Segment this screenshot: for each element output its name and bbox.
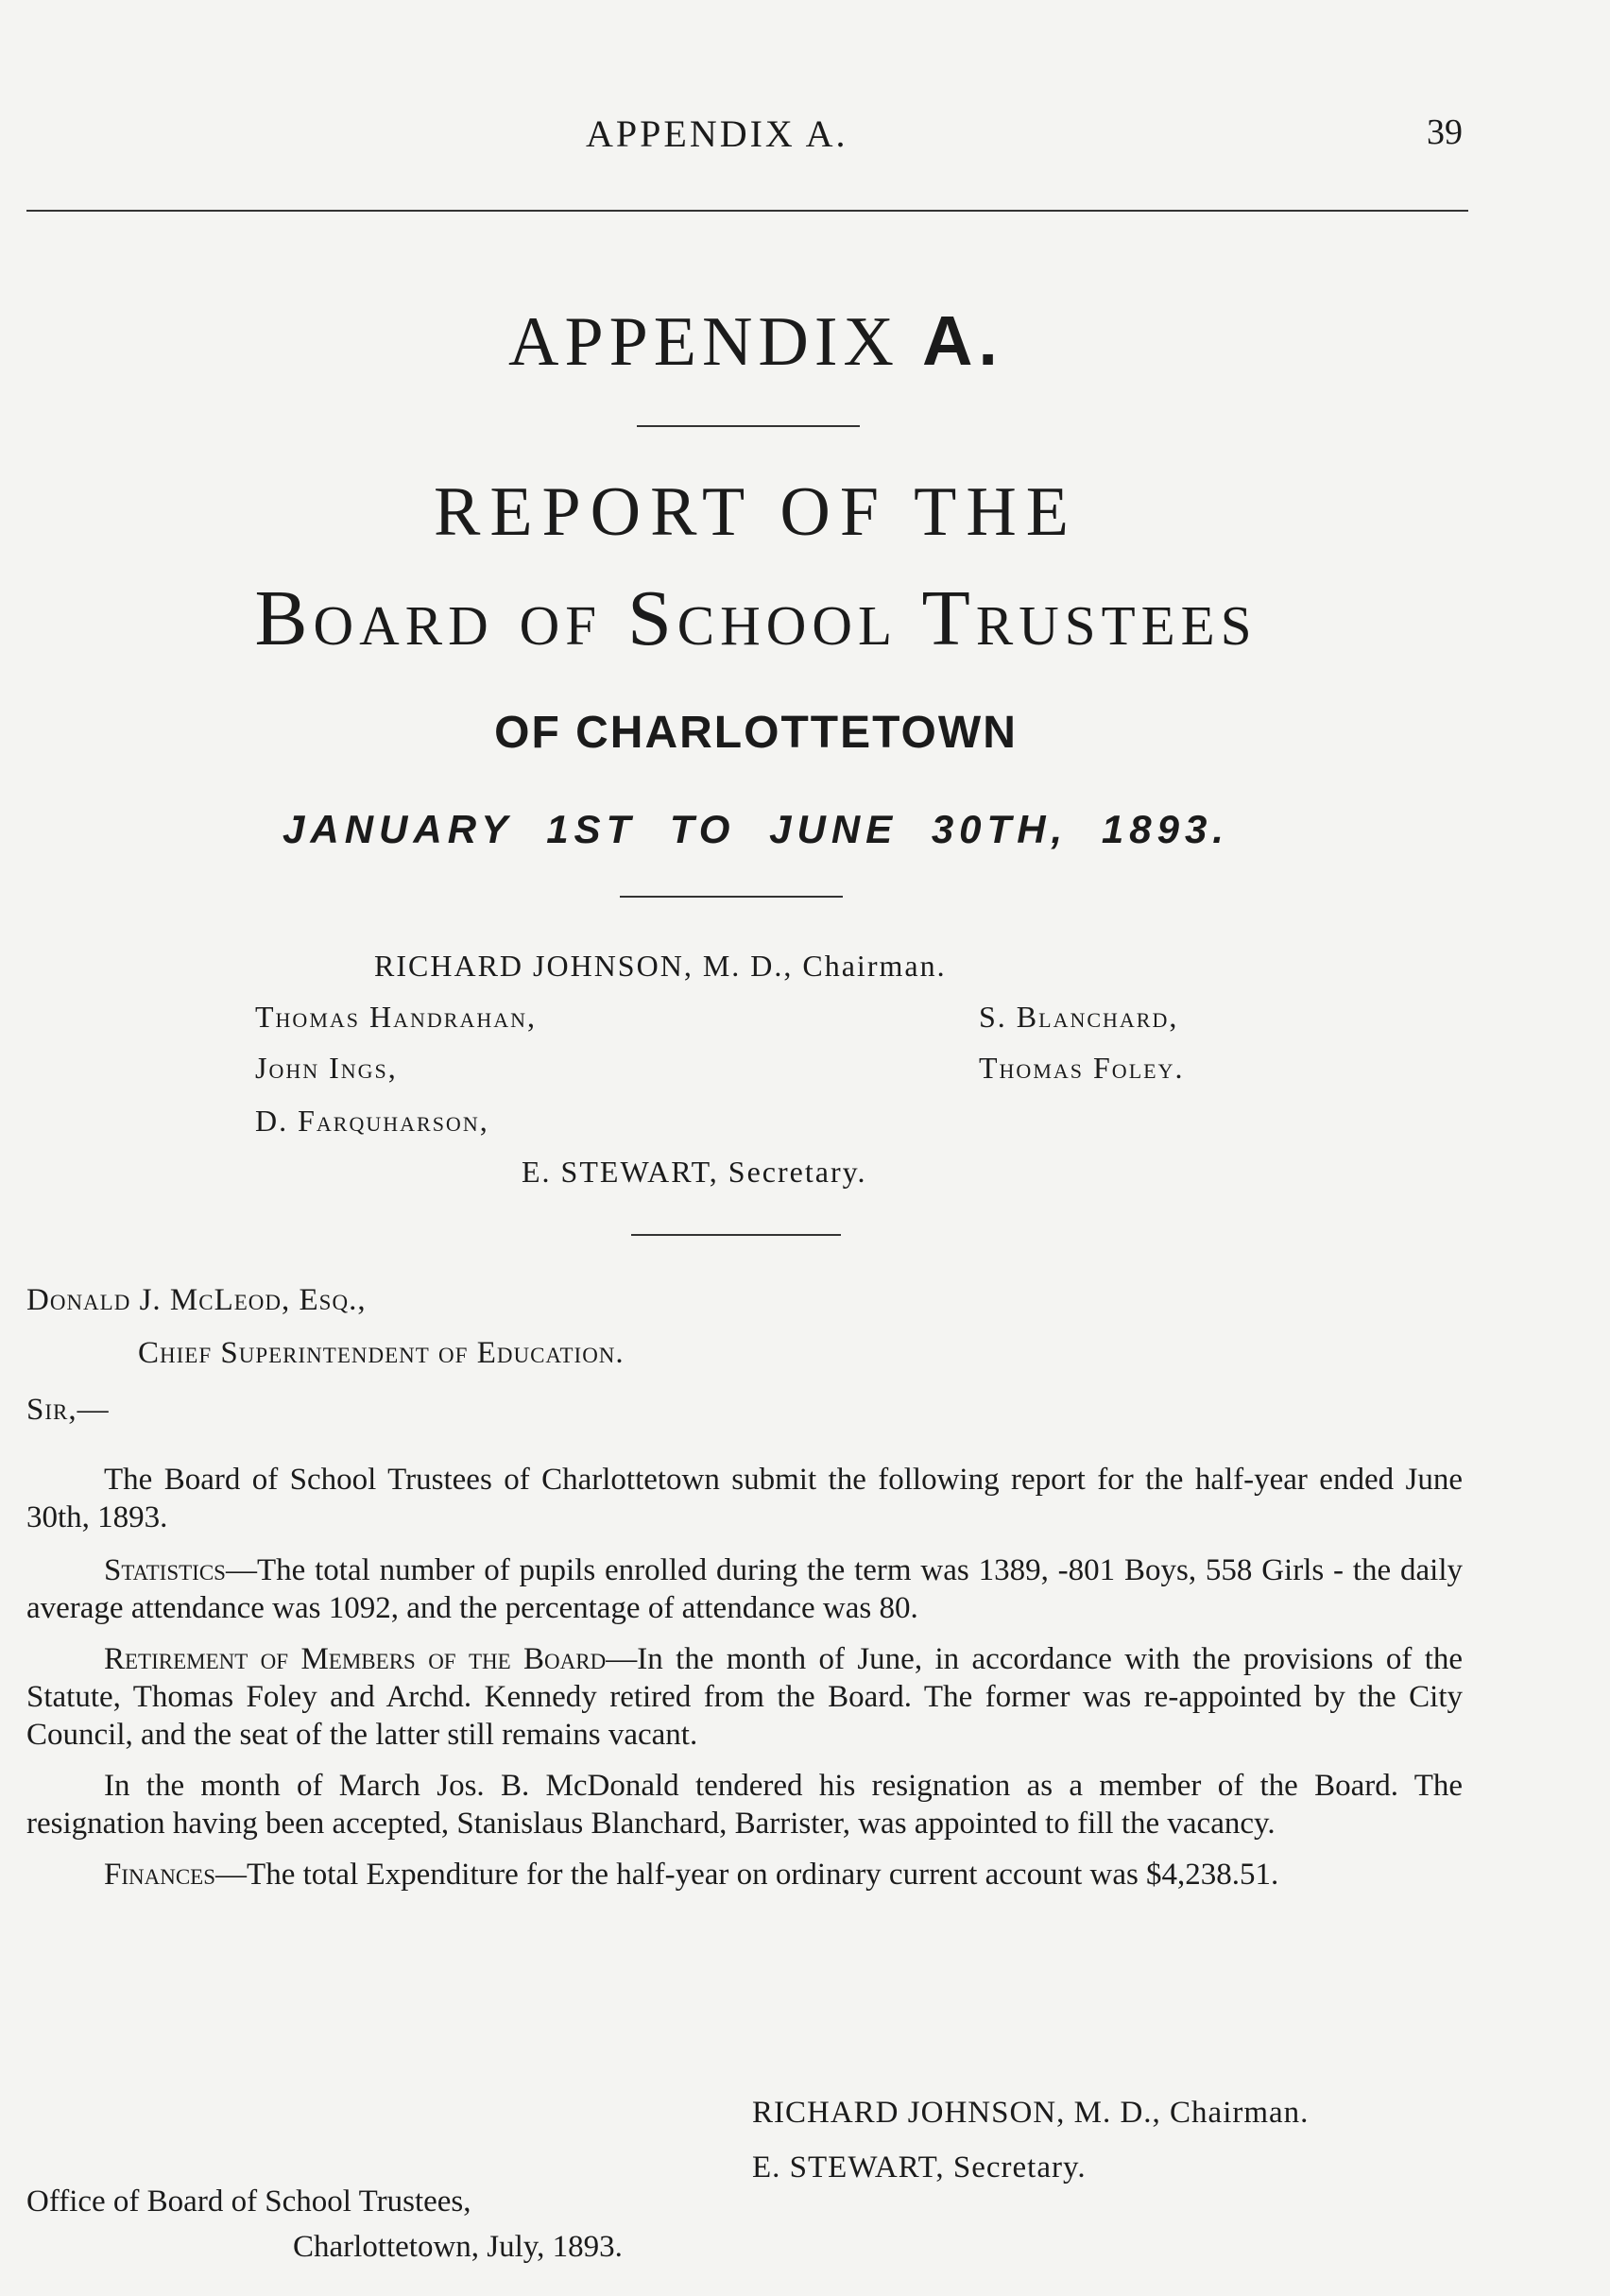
paragraph-text: —In the month of June, in accordance with the provisions of the Statute, Thomas Foley and Archd. Kennedy retired from the Board. The former was re-appointed by the City Council, and the seat of the latter still remains vacant. (26, 1642, 1464, 1752)
board-member: S. Blanchard, (979, 1000, 1179, 1034)
letter-paragraph (26, 1856, 1463, 1893)
paragraph-lead: Finances (104, 1858, 216, 1892)
letter-paragraph (26, 1461, 1463, 1536)
paragraph-text: —The total Expenditure for the half-year on ordinary current account was $4,238.51. (215, 1858, 1279, 1892)
office-line-2: Charlottetown, July, 1893. (293, 2230, 623, 2264)
running-header: APPENDIX A. (586, 112, 848, 155)
appendix-letter: A. (921, 301, 1003, 380)
board-member: John Ings, (255, 1051, 398, 1085)
paragraph-lead: Retirement of Members of the Board (104, 1642, 607, 1676)
page-number: 39 (1427, 112, 1463, 152)
letter-paragraph (26, 1767, 1463, 1842)
signature-secretary: E. STEWART, Secretary. (752, 2150, 1087, 2185)
board-chairman: RICHARD JOHNSON, M. D., Chairman. (374, 949, 947, 983)
letter-salutation: Sir,— (26, 1393, 110, 1427)
report-date-range: JANUARY 1ST TO JUNE 30TH, 1893. (283, 807, 1229, 851)
date-rule (620, 896, 843, 898)
letter-addressee: Donald J. McLeod, Esq., (26, 1283, 367, 1317)
signature-chairman: RICHARD JOHNSON, M. D., Chairman. (752, 2096, 1310, 2130)
board-secretary: E. STEWART, Secretary. (522, 1155, 867, 1189)
report-title-line-2: Board of School Trustees (254, 574, 1258, 662)
appendix-prefix: APPENDIX (508, 303, 899, 381)
report-title-line-1: REPORT OF THE (433, 473, 1079, 551)
letter-addressee-title: Chief Superintendent of Education. (138, 1336, 625, 1370)
board-member: Thomas Handrahan, (255, 1000, 538, 1034)
paragraph-text: In the month of March Jos. B. McDonald tendered his resignation as a member of the Board. The resignation having been accepted, Stanislaus Blanchard, Barrister, was appointed to fill the vacancy. (26, 1769, 1463, 1841)
letter-paragraph (26, 1640, 1463, 1754)
letter-body (26, 1461, 1463, 1907)
board-member: D. Farquharson, (255, 1104, 489, 1138)
paragraph-lead: Statistics (104, 1553, 226, 1587)
header-rule (26, 210, 1468, 212)
letter-paragraph (26, 1551, 1463, 1627)
board-rule (631, 1234, 841, 1236)
report-title-line-3: OF CHARLOTTETOWN (494, 708, 1018, 758)
paragraph-text: —The total number of pupils enrolled during the term was 1389, -801 Boys, 558 Girls - the daily average attendance was 1092, and the percentage of attendance was 80. (26, 1553, 1463, 1625)
board-member: Thomas Foley. (979, 1051, 1185, 1085)
paragraph-text: The Board of School Trustees of Charlottetown submit the following report for the half-year ended June 30th, 1893. (26, 1463, 1463, 1534)
title-rule (637, 425, 860, 427)
appendix-title (0, 300, 1512, 383)
office-line-1: Office of Board of School Trustees, (26, 2185, 471, 2219)
